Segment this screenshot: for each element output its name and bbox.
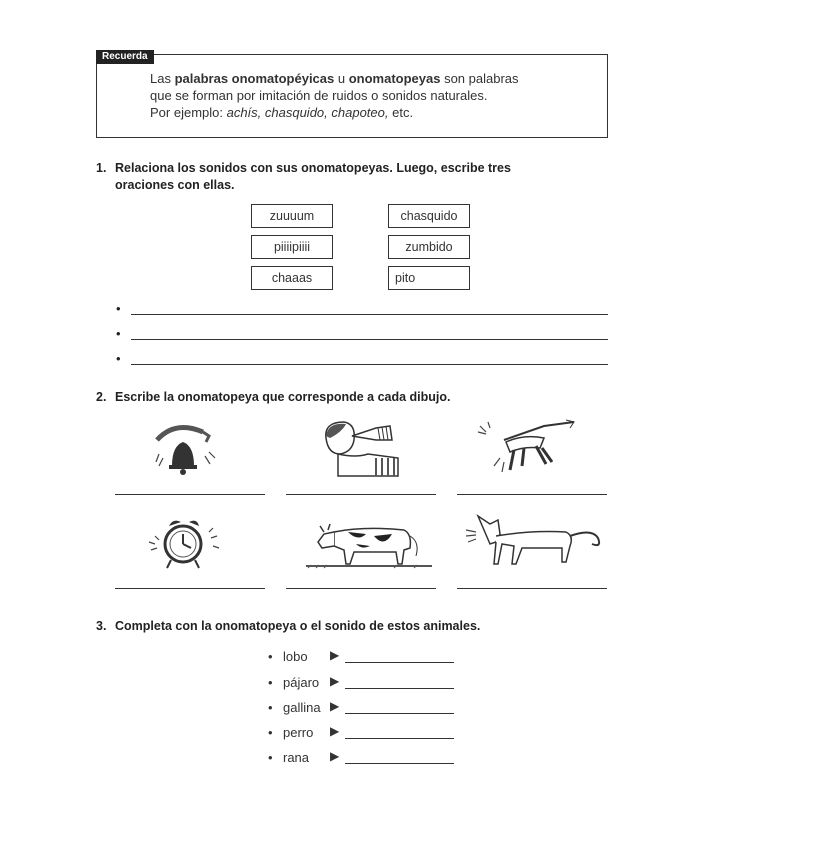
recuerda-bold-1: palabras onomatopéyicas (174, 71, 335, 86)
arrow-right-icon: ▶ (330, 699, 340, 713)
bullet: • (116, 351, 121, 366)
word-box-left-3[interactable]: chaaas (251, 266, 333, 290)
word-box-right-2[interactable]: zumbido (388, 235, 470, 259)
picture-answer-line-5[interactable] (286, 588, 436, 589)
animal-answer-line[interactable] (345, 713, 454, 714)
word-box-right-1[interactable]: chasquido (388, 204, 470, 228)
q1-title-line2: oraciones con ellas. (115, 178, 235, 192)
word-box-left-2[interactable]: piiiipiiii (251, 235, 333, 259)
picture-answer-line-2[interactable] (286, 494, 436, 495)
q1-title-line1: Relaciona los sonidos con sus onomatopeyas. Luego, escribe tres (115, 161, 511, 175)
arrow-right-icon: ▶ (330, 749, 340, 763)
cat-icon (462, 510, 607, 572)
alarm-clock-icon (145, 512, 225, 572)
picture-answer-line-1[interactable] (115, 494, 265, 495)
animal-name: rana (283, 750, 310, 765)
animal-name: lobo (283, 649, 308, 664)
answer-line-1[interactable] (116, 301, 608, 315)
writing-line[interactable] (131, 314, 608, 315)
bullet: • (116, 301, 121, 316)
cow-icon (304, 512, 434, 572)
q2-number: 2. (96, 390, 107, 404)
animal-row (268, 675, 458, 691)
recuerda-tag: Recuerda (96, 50, 154, 64)
answer-line-2[interactable] (116, 326, 608, 340)
bullet: • (268, 750, 273, 765)
recuerda-line3-post: etc. (388, 105, 414, 120)
bullet: • (268, 725, 273, 740)
animal-answer-line[interactable] (345, 738, 454, 739)
animal-answer-line[interactable] (345, 662, 454, 663)
q2-title-text: Escribe la onomatopeya que corresponde a cada dibujo. (115, 390, 451, 404)
recuerda-line1-pre: Las (150, 71, 175, 86)
bullet: • (268, 675, 273, 690)
q2-title (96, 389, 451, 406)
arrow-right-icon: ▶ (330, 674, 340, 688)
writing-line[interactable] (131, 339, 608, 340)
arrow-right-icon: ▶ (330, 724, 340, 738)
chair-falling-icon (474, 418, 584, 478)
animal-name: perro (283, 725, 314, 740)
arrow-right-icon: ▶ (330, 648, 340, 662)
q1-title (96, 160, 511, 194)
animal-row (268, 725, 458, 741)
recuerda-line1-post: son palabras (440, 71, 519, 86)
recuerda-bold-2: onomatopeyas (348, 71, 441, 86)
recuerda-line3-pre: Por ejemplo: (150, 105, 227, 120)
animal-row (268, 700, 458, 716)
animal-row (268, 750, 458, 766)
bullet: • (268, 700, 273, 715)
animal-answer-line[interactable] (345, 688, 454, 689)
recuerda-text (150, 70, 590, 121)
recuerda-examples: achís, chasquido, chapoteo, (226, 105, 389, 120)
bell-icon (145, 418, 225, 478)
q3-title (96, 618, 480, 635)
recuerda-line2: que se forman por imitación de ruidos o sonidos naturales. (150, 88, 488, 103)
picture-answer-line-6[interactable] (457, 588, 607, 589)
q3-number: 3. (96, 619, 107, 633)
answer-line-3[interactable] (116, 351, 608, 365)
bullet: • (268, 649, 273, 664)
q3-title-text: Completa con la onomatopeya o el sonido de estos animales. (115, 619, 481, 633)
animal-row (268, 649, 458, 665)
picture-answer-line-4[interactable] (115, 588, 265, 589)
q1-number: 1. (96, 161, 107, 175)
picture-answer-line-3[interactable] (457, 494, 607, 495)
animal-name: gallina (283, 700, 321, 715)
boy-blowing-horn-icon (316, 418, 406, 478)
animal-answer-line[interactable] (345, 763, 454, 764)
bullet: • (116, 326, 121, 341)
writing-line[interactable] (131, 364, 608, 365)
recuerda-line1-mid: u (334, 71, 349, 86)
animal-name: pájaro (283, 675, 320, 690)
word-box-left-1[interactable]: zuuuum (251, 204, 333, 228)
word-box-right-3[interactable]: pito (388, 266, 470, 290)
